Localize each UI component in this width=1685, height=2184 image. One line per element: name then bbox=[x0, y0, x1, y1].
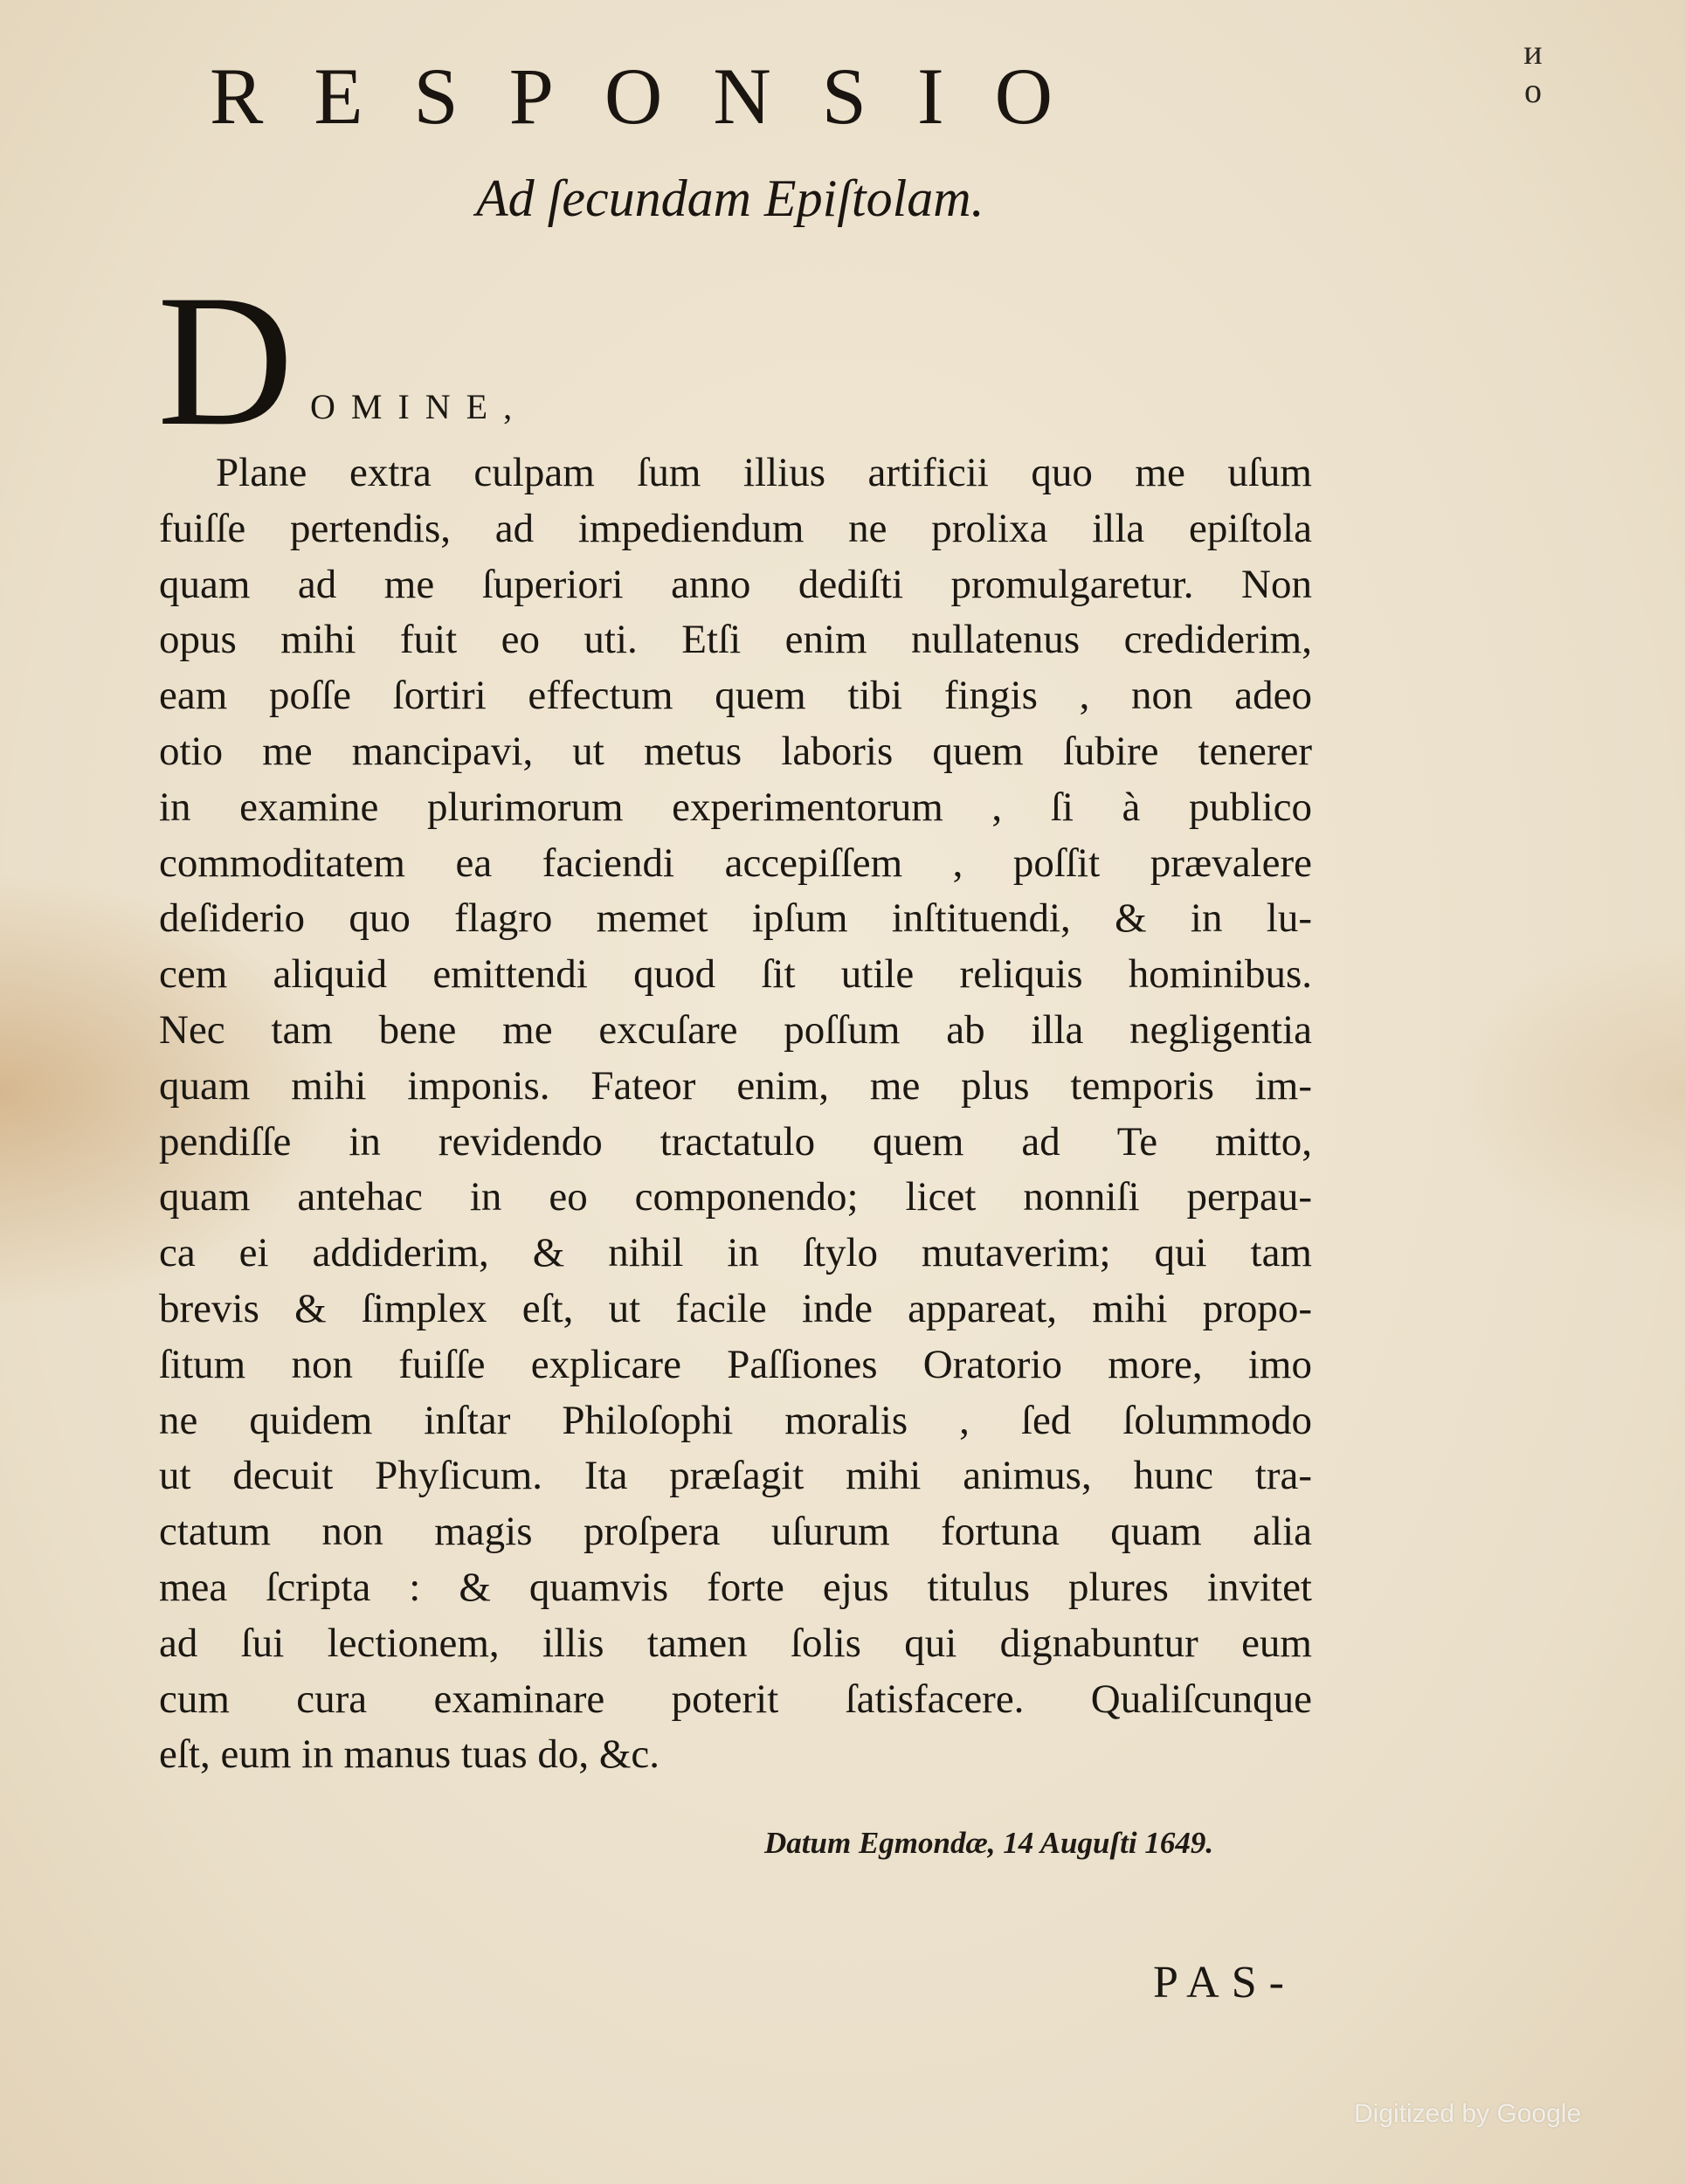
text-line: ſitum non fuiſſe explicare Paſſiones Oratorio more, imo bbox=[159, 1341, 1312, 1387]
text-line: mea ſcripta : & quamvis forte ejus titulus plures invitet bbox=[159, 1564, 1312, 1610]
text-line: Nec tam bene me excuſare poſſum ab illa negligentia bbox=[159, 1006, 1312, 1053]
dateline: Datum Egmondæ, 14 Auguſti 1649. bbox=[764, 1826, 1214, 1860]
text-line: opus mihi fuit eo uti. Etſi enim nullatenus crediderim, bbox=[159, 617, 1312, 663]
text-line: quam antehac in eo componendo; licet nonniſi perpau- bbox=[159, 1174, 1312, 1220]
page-signature-mark: ᴎ o bbox=[1523, 32, 1543, 110]
text-line: commoditatem ea faciendi accepiſſem , poſſit prævalere bbox=[159, 840, 1312, 886]
text-line: eam poſſe ſortiri effectum quem tibi fingis , non adeo bbox=[159, 673, 1312, 719]
text-line: ctatum non magis proſpera uſurum fortuna quam alia bbox=[159, 1509, 1312, 1555]
page-title: RESPONSIO bbox=[210, 52, 1104, 141]
text-line: Plane extra culpam ſum illius artificii quo me uſum bbox=[216, 450, 1312, 495]
text-line: ut decuit Phyſicum. Ita præſagit mihi animus, hunc tra- bbox=[159, 1453, 1312, 1499]
text-line: cem aliquid emittendi quod ſit utile reliquis hominibus. bbox=[159, 951, 1312, 998]
text-line: brevis & ſimplex eſt, ut facile inde appareat, mihi propo- bbox=[159, 1285, 1312, 1331]
digitization-watermark: Digitized by Google bbox=[1354, 2099, 1582, 2128]
text-line: eſt, eum in manus tuas do, &c. bbox=[159, 1731, 660, 1778]
text-line: ne quidem inſtar Philoſophi moralis , ſed ſolummodo bbox=[159, 1397, 1312, 1443]
text-line: otio me mancipavi, ut metus laboris quem ſubire tenerer bbox=[159, 728, 1312, 774]
drop-cap: D bbox=[157, 256, 293, 465]
text-line: in examine plurimorum experimentorum , ſi à publico bbox=[159, 784, 1312, 830]
salutation: OMINE, bbox=[310, 387, 528, 426]
text-line: ca ei addiderim, & nihil in ſtylo mutaverim; qui tam bbox=[159, 1230, 1312, 1276]
text-line: fuiſſe pertendis, ad impediendum ne prolixa illa epiſtola bbox=[159, 505, 1312, 551]
text-line: quam ad me ſuperiori anno dediſti promulgaretur. Non bbox=[159, 561, 1312, 607]
text-line: ad ſui lectionem, illis tamen ſolis qui dignabuntur eum bbox=[159, 1620, 1312, 1666]
text-line: pendiſſe in revidendo tractatulo quem ad Te mitto, bbox=[159, 1118, 1312, 1165]
text-line: quam mihi imponis. Fateor enim, me plus temporis im- bbox=[159, 1062, 1312, 1109]
letter-body bbox=[159, 446, 1312, 1783]
catchword: PAS- bbox=[1153, 1958, 1296, 2008]
text-line: deſiderio quo flagro memet ipſum inſtituendi, & in lu- bbox=[159, 895, 1312, 942]
page-subtitle: Ad ſecundam Epiſtolam. bbox=[476, 169, 984, 227]
text-line: cum cura examinare poterit ſatisfacere. Qualiſcunque bbox=[159, 1676, 1312, 1722]
